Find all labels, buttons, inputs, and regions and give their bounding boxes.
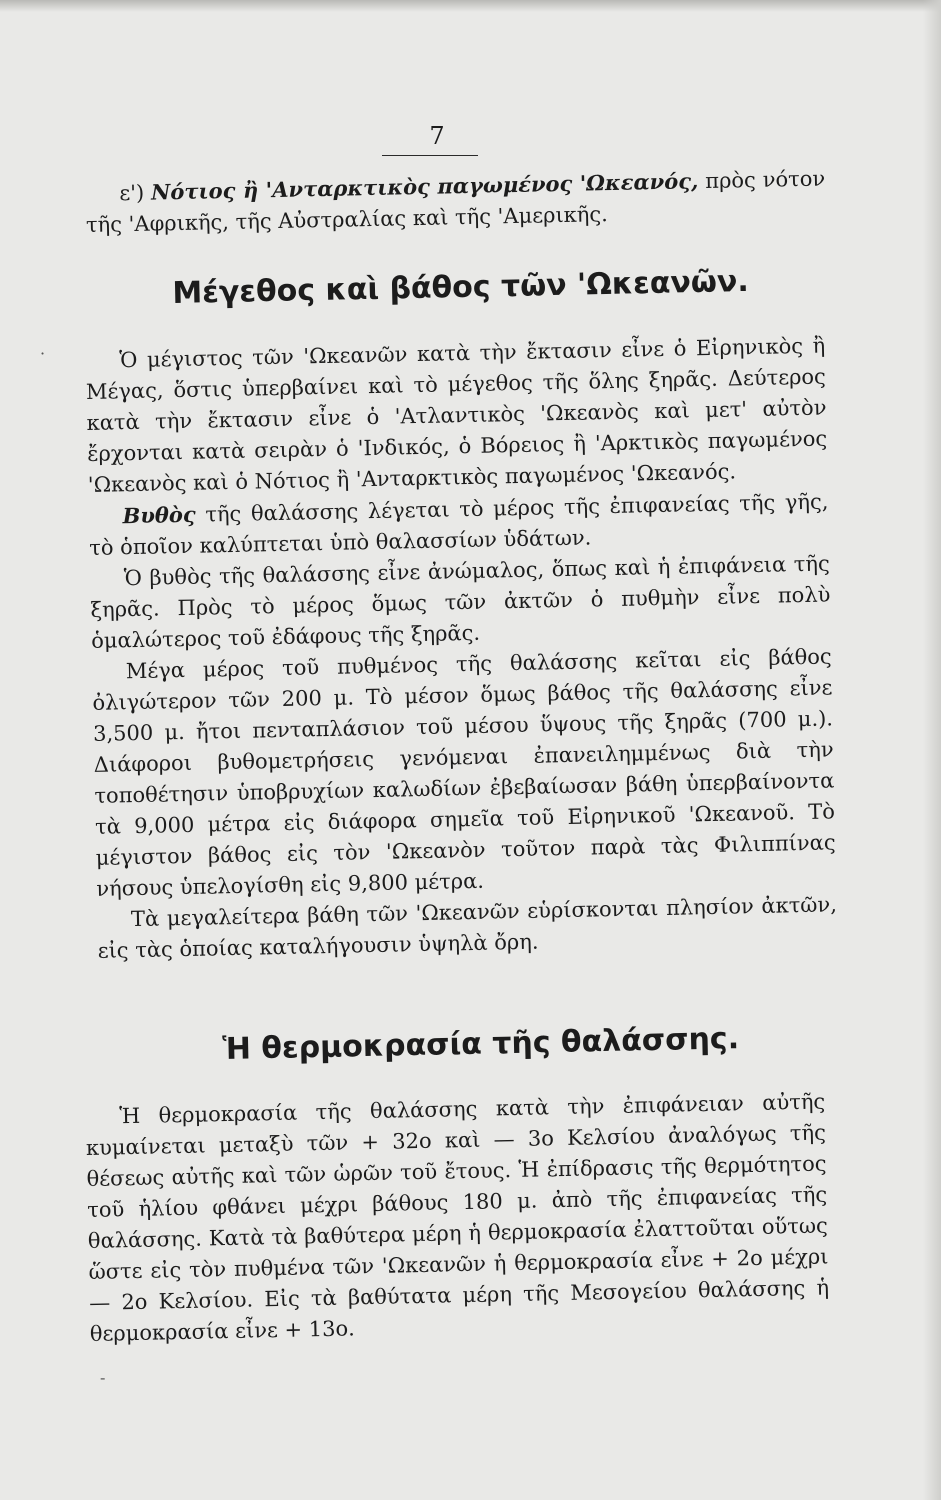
page-top-shadow — [0, 0, 941, 12]
section-heading-size-depth: Μέγεθος καὶ βάθος τῶν 'Ωκεανῶν. — [172, 263, 750, 311]
paragraph-greatest-depths: Τὰ μεγαλείτερα βάθη τῶν 'Ωκεανῶν εὑρίσκονται πλησίον ἀκτῶν, εἰς τὰς ὁποίας καταλήγουσιν ὑψηλὰ ὄρη. — [97, 892, 838, 963]
section-temperature-body — [85, 1087, 830, 1350]
term-seabed: Βυθὸς — [122, 501, 196, 529]
margin-dash-mark: - — [100, 1368, 106, 1387]
page-edge-shadow — [923, 0, 941, 1500]
list-item-e-text: πρὸς νότον τῆς 'Αφρικῆς, τῆς Αὐστραλίας καὶ τῆς 'Αμερικῆς. — [85, 166, 826, 237]
list-item-e-label: ε') — [119, 180, 145, 206]
section-heading-sea-temperature: Ἡ θερμοκρασία τῆς θαλάσσης. — [222, 1021, 740, 1067]
list-item-e-bold-name: Νότιος ἢ 'Ανταρκτικὸς παγωμένος 'Ωκεανός, — [150, 168, 699, 205]
paragraph-sea-temperature: Ἡ θερμοκρασία τῆς θαλάσσης κατὰ τὴν ἐπιφάνειαν αὐτῆς κυμαίνεται μεταξὺ τῶν + 32ο καὶ — 3ο Κελσίου ἀναλόγως τῆς θέσεως αὐτῆς καὶ τῶν ὡρῶν τοῦ ἔτους. Ἡ ἐπίδρασις τῆς θερμότητος τοῦ ἡλίου φθάνει μέχρι βάθους 180 μ. ἀπὸ τῆς ἐπιφανείας τῆς θαλάσσης. Κατὰ τὰ βαθύτερα μέρη ἡ θερμοκρασία ἐλαττοῦται οὕτως ὥστε εἰς τὸν πυθμένα τῶν 'Ωκεανῶν ἡ θερμοκρασία εἶνε + 2ο μέχρι — 2ο Κελσίου. Εἰς τὰ βαθύτατα μέρη τῆς Μεσογείου θαλάσσης ἡ θερμοκρασία εἶνε + 13ο. — [85, 1089, 830, 1346]
list-item-e-paragraph — [85, 163, 826, 241]
paragraph-largest-ocean: Ὁ μέγιστος τῶν 'Ωκεανῶν κατὰ τὴν ἔκτασιν εἶνε ὁ Εἰρηνικὸς ἢ Μέγας, ὅστις ὑπερβαίνει καὶ τὸ μέγεθος τῆς ὅλης ξηρᾶς. Δεύτερος κατὰ τὴν ἔκτασιν εἶνε ὁ 'Ατλαντικὸς 'Ωκεανὸς καὶ μετ' αὐτὸν ἔρχονται κατὰ σειρὰν ὁ 'Ινδικός, ὁ Βόρειος ἢ 'Αρκτικὸς παγωμένος 'Ωκεανὸς καὶ ὁ Νότιος ἢ 'Ανταρκτικὸς παγωμένος 'Ωκεανός. — [85, 333, 828, 497]
page-number-rule — [382, 155, 478, 156]
margin-dot-mark: · — [40, 344, 46, 363]
paragraph-seabed-uneven: Ὁ βυθὸς τῆς θαλάσσης εἶνε ἀνώμαλος, ὅπως καὶ ἡ ἐπιφάνεια τῆς ξηρᾶς. Πρὸς τὸ μέρος ὅμως τῶν ἀκτῶν ὁ πυθμὴν εἶνε πολὺ ὁμαλώτερος τοῦ ἐδάφους τῆς ξηρᾶς. — [90, 551, 831, 653]
paragraph-ocean-depths: Μέγα μέρος τοῦ πυθμένος τῆς θαλάσσης κεῖται εἰς βάθος ὀλιγώτερον τῶν 200 μ. Τὸ μέσον ὅμως βάθος τῆς θαλάσσης εἶνε 3,500 μ. ἤτοι πενταπλάσιον τοῦ μέσου ὕψους τῆς ξηρᾶς (700 μ.). Διάφοροι βυθομετρήσεις γενόμεναι ἐπανειλημμένως διὰ τὴν τοποθέτησιν ὑποβρυχίων καλωδίων ἐβεβαίωσαν βάθη ὑπερβαίνοντα τὰ 9,000 μέτρα εἰς διάφορα σημεῖα τοῦ Εἰρηνικοῦ 'Ωκεανοῦ. Τὸ μέγιστον βάθος εἰς τὸν 'Ωκεανὸν τοῦτον παρὰ τὰς Φιλιππίνας νήσους ὑπελογίσθη εἰς 9,800 μέτρα. — [92, 644, 836, 901]
seabed-definition-text: τῆς θαλάσσης λέγεται τὸ μέρος τῆς ἐπιφανείας τῆς γῆς, τὸ ὁποῖον καλύπτεται ὑπὸ θαλασσίων ὑδάτων. — [88, 489, 829, 560]
section-size-depth-body — [85, 331, 838, 967]
list-item-e — [85, 163, 826, 241]
page-number: 7 — [429, 122, 445, 150]
